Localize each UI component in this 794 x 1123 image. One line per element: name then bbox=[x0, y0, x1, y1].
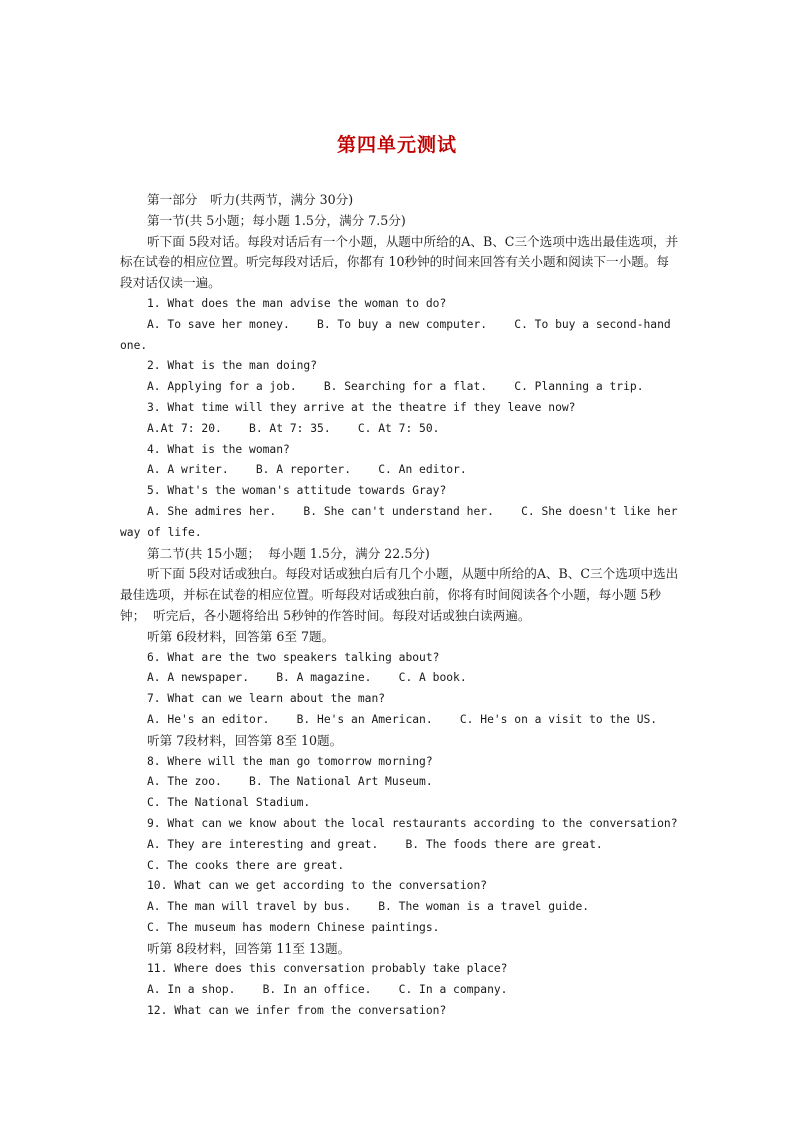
question-8-option-c: C. The National Stadium. bbox=[147, 796, 311, 810]
question-9: 9. What can we know about the local restaurants according to the conversation? bbox=[147, 816, 678, 830]
material-6-label: 听第 6段材料，回答第 6至 7题。 bbox=[147, 628, 335, 644]
question-6: 6. What are the two speakers talking about? bbox=[147, 650, 440, 664]
question-7: 7. What can we learn about the man? bbox=[147, 692, 386, 706]
question-4-options: A. A writer. B. A reporter. C. An editor. bbox=[147, 463, 467, 477]
material-8-label: 听第 8段材料，回答第 11至 13题。 bbox=[147, 940, 351, 956]
part1-header: 第一部分 听力(共两节，满分 30分) bbox=[147, 192, 354, 207]
question-8-options-ab: A. The zoo. B. The National Art Museum. bbox=[147, 775, 433, 789]
question-4: 4. What is the woman? bbox=[147, 442, 290, 456]
question-10-options-ab: A. The man will travel by bus. B. The woman is a travel guide. bbox=[147, 900, 590, 914]
question-10: 10. What can we get according to the conversation? bbox=[147, 879, 488, 893]
question-7-options: A. He's an editor. B. He's an American. C. He's on a visit to the US. bbox=[147, 712, 658, 726]
question-9-options-ab: A. They are interesting and great. B. The foods there are great. bbox=[147, 837, 603, 851]
section1-instructions: 听下面 5段对话。每段对话后有一个小题，从题中所给的A、B、C三个选项中选出最佳选项，并标在试卷的相应位置。听完每段对话后，你都有 10秒钟的时间来回答有关小题和阅读下一小题。每段对话仅读一遍。 bbox=[120, 233, 679, 291]
question-2: 2. What is the man doing? bbox=[147, 359, 318, 373]
question-6-options: A. A newspaper. B. A magazine. C. A book. bbox=[147, 671, 467, 685]
question-3: 3. What time will they arrive at the theatre if they leave now? bbox=[147, 400, 576, 414]
exam-content bbox=[120, 190, 685, 1022]
question-5: 5. What's the woman's attitude towards Gray? bbox=[147, 484, 447, 498]
question-10-option-c: C. The museum has modern Chinese paintings. bbox=[147, 920, 440, 934]
question-11: 11. Where does this conversation probably take place? bbox=[147, 962, 508, 976]
question-12: 12. What can we infer from the conversation? bbox=[147, 1004, 447, 1018]
question-9-option-c: C. The cooks there are great. bbox=[147, 858, 345, 872]
section1-header: 第一节(共 5小题；每小题 1.5分，满分 7.5分) bbox=[147, 212, 406, 228]
material-7-label: 听第 7段材料，回答第 8至 10题。 bbox=[147, 732, 343, 748]
question-8: 8. Where will the man go tomorrow morning? bbox=[147, 754, 433, 768]
section2-instructions: 听下面 5段对话或独白。每段对话或独白后有几个小题，从题中所给的A、B、C三个选项中选出最佳选项，并标在试卷的相应位置。听每段对话或独白前，你将有时间阅读各个小题，每小题 5秒钟； 听完后，各小题将给出 5秒钟的作答时间。每段对话或独白读两遍。 bbox=[120, 566, 679, 623]
page-title: 第四单元测试 bbox=[336, 134, 457, 156]
question-11-options: A. In a shop. B. In an office. C. In a company. bbox=[147, 983, 508, 997]
question-2-options: A. Applying for a job. B. Searching for a flat. C. Planning a trip. bbox=[147, 380, 644, 394]
section2-header: 第二节(共 15小题； 每小题 1.5分，满分 22.5分) bbox=[147, 545, 430, 561]
question-1-options: A. To save her money. B. To buy a new computer. C. To buy a second-hand one. bbox=[120, 317, 678, 352]
question-3-options: A.At 7: 20. B. At 7: 35. C. At 7: 50. bbox=[147, 421, 440, 435]
question-5-options: A. She admires her. B. She can't understand her. C. She doesn't like her way of life. bbox=[120, 504, 685, 539]
question-1: 1. What does the man advise the woman to do? bbox=[147, 296, 447, 310]
